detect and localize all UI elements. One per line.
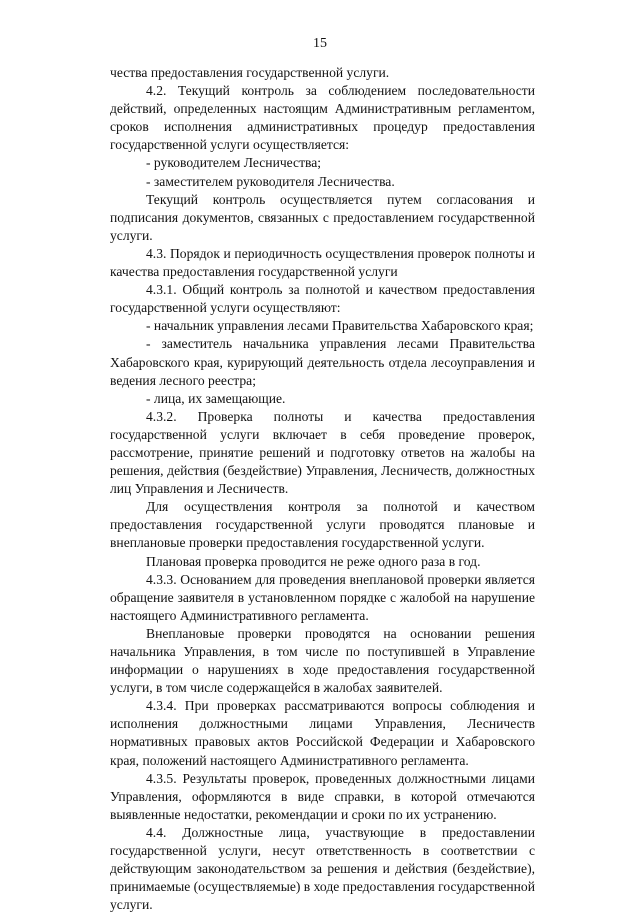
paragraph: чества предоставления государственной услуги.	[110, 65, 390, 80]
paragraph: - заместитель начальника управления лесами Правительства Хабаровского края, курирующий деятельность отдела лесоуправления и ведения лесного реестра;	[110, 336, 535, 388]
paragraph: 4.3.5. Результаты проверок, проведенных должностными лицами Управления, оформляются в виде справки, в которой отмечаются выявленные недостатки, рекомендации и сроки по их устранению.	[110, 770, 535, 822]
paragraph: 4.3.2. Проверка полноты и качества предоставления государственной услуги включает в себя проведение проверок, рассмотрение, принятие решений и подготовку ответов на жалобы на решения, действия (бездействие) Управления, Лесничеств, должностных лиц Управления и Лесничеств.	[110, 408, 535, 497]
paragraph: 4.3.3. Основанием для проведения внеплановой проверки является обращение заявителя в установленном порядке с жалобой на нарушение настоящего Административного регламента.	[110, 571, 535, 623]
paragraph: - начальник управления лесами Правительства Хабаровского края;	[146, 318, 534, 334]
paragraph: Для осуществления контроля за полнотой и качеством предоставления государственной услуги проводятся плановые и внеплановые проверки предоставления государственной услуги.	[110, 499, 535, 551]
paragraph: 4.3.4. При проверках рассматриваются вопросы соблюдения и исполнения должностными лицами Управления, Лесничеств нормативных правовых актов Российской Федерации и Хабаровского края, положений настоящего Административного регламента.	[110, 698, 535, 768]
page-number: 15	[313, 36, 327, 51]
paragraph: Текущий контроль осуществляется путем согласования и подписания документов, связанных с предоставлением государственной услуги.	[110, 191, 535, 243]
paragraph: Внеплановые проверки проводятся на основании решения начальника Управления, в том числе по поступившей в Управление информации о нарушениях в ходе предоставления государственной услуги, в том числе содержащейся в жалобах заявителей.	[110, 625, 535, 696]
document-body	[110, 64, 535, 914]
paragraph: - руководителем Лесничества;	[146, 155, 322, 171]
paragraph: 4.4. Должностные лица, участвующие в предоставлении государственной услуги, несут ответственность в соответствии с действующим законодательством за решения и действия (бездействие), принимаемые (осуществляемые) в ходе предоставления государственной услуги.	[110, 824, 535, 913]
paragraph: 4.2. Текущий контроль за соблюдением последовательности действий, определенных настоящим Административным регламентом, сроков исполнения административных процедур предоставления государственной услуги осуществляется:	[110, 83, 535, 153]
paragraph: 4.3. Порядок и периодичность осуществления проверок полноты и качества предоставления государственной услуги	[110, 245, 535, 280]
paragraph: 4.3.1. Общий контроль за полнотой и качеством предоставления государственной услуги осуществляют:	[110, 282, 535, 316]
paragraph: - лица, их замещающие.	[146, 390, 286, 406]
paragraph: Плановая проверка проводится не реже одного раза в год.	[146, 553, 481, 569]
paragraph: - заместителем руководителя Лесничества.	[146, 173, 395, 189]
